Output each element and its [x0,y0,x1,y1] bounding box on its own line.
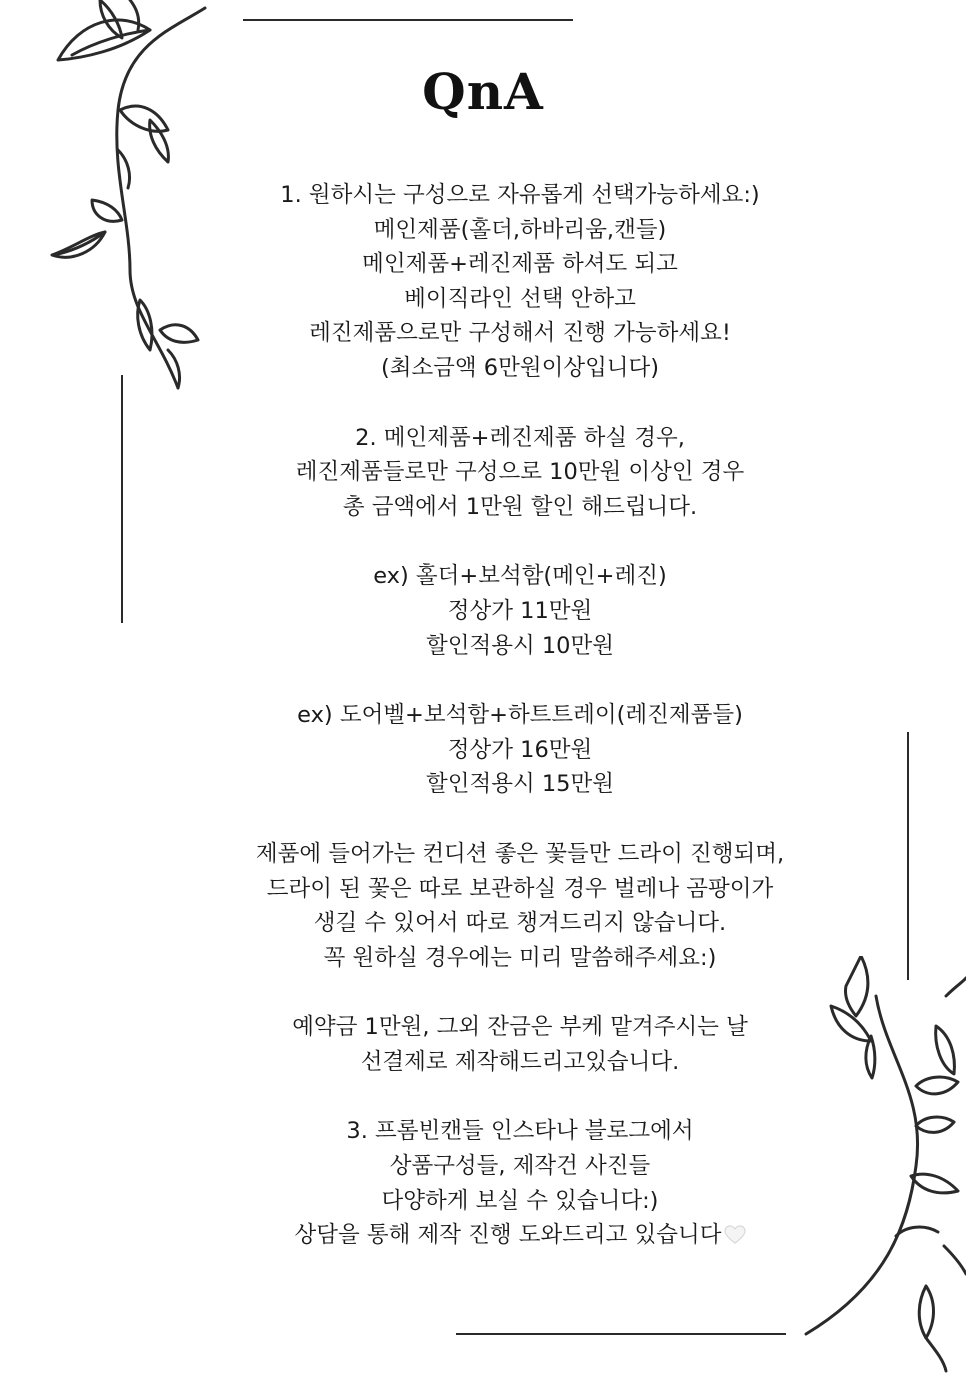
qna-section-3 [180,1114,860,1252]
text-line: 꼭 원하실 경우에는 미리 말씀해주세요:) [323,944,717,971]
text-line: 예약금 1만원, 그외 잔금은 부케 맡겨주시는 날 [292,1014,748,1041]
text-line: 2. 메인제품+레진제품 하실 경우, [355,424,685,451]
text-line: ex) 홀더+보석함(메인+레진) [373,563,667,590]
text-line: (최소금액 6만원이상입니다) [380,354,660,381]
text-line: 제품에 들어가는 컨디션 좋은 꽃들만 드라이 진행되며, [255,840,785,867]
deposit-notice [180,1010,860,1079]
qna-content [180,178,860,1288]
text-line: 메인제품(홀더,하바리움,캔들) [373,216,667,243]
text-line: 1. 원하시는 구성으로 자유롭게 선택가능하세요:) [280,182,760,208]
left-vertical-line [121,375,123,623]
text-line: 생길 수 있어서 따로 챙겨드리지 않습니다. [313,910,727,937]
text-line: 총 금액에서 1만원 할인 해드립니다. [342,493,698,520]
example-2 [180,698,860,802]
text-line: 레진제품들로만 구성으로 10만원 이상인 경우 [295,459,745,486]
text-line: 할인적용시 10만원 [426,632,614,659]
top-divider-line [243,19,573,21]
text-line: 할인적용시 15만원 [426,771,614,798]
text-line: 상품구성들, 제작건 사진들 [389,1153,651,1180]
flower-notice [180,837,860,975]
text-line: 3. 프롬빈캔들 인스타나 블로그에서 [346,1118,694,1145]
text-line: 선결제로 제작해드리고있습니다. [360,1048,680,1075]
text-line: 드라이 된 꽃은 따로 보관하실 경우 벌레나 곰팡이가 [266,875,774,902]
text-line: ex) 도어벨+보석함+하트트레이(레진제품들) [297,702,743,729]
text-line: 메인제품+레진제품 하셔도 되고 [362,251,678,278]
qna-section-2 [180,421,860,525]
right-vertical-line [907,732,909,980]
final-line-text: 상담을 통해 제작 진행 도와드리고 있습니다 [294,1222,722,1249]
page-title: QnA [422,62,544,121]
bottom-divider-line [456,1333,786,1335]
text-line: 다양하게 보실 수 있습니다:) [381,1187,659,1214]
text-line: 레진제품으로만 구성해서 진행 가능하세요! [309,320,731,347]
text-line: 정상가 11만원 [447,597,593,624]
final-line [180,1218,860,1253]
text-line: 정상가 16만원 [447,736,593,763]
qna-section-1 [180,178,860,386]
white-heart-icon [724,1225,746,1245]
text-line: 베이직라인 선택 안하고 [404,285,636,312]
example-1 [180,559,860,663]
